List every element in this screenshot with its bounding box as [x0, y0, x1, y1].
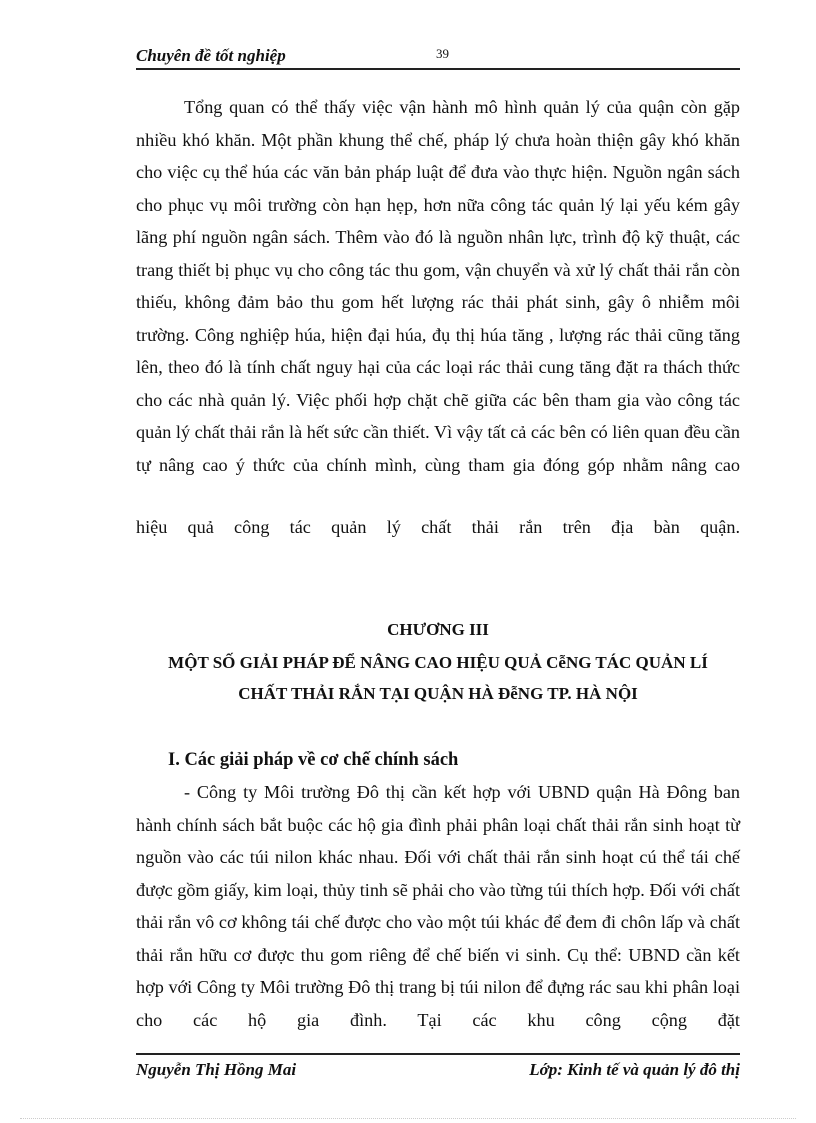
section-paragraph — [136, 776, 740, 1036]
intro-paragraph-text: Tổng quan có thể thấy việc vận hành mô hình quản lý của quận còn gặp nhiều khó khăn. Một phần khung thể chế, pháp lý chưa hoàn thiện gây khó khăn cho việc cụ thể húa các văn bản pháp luật để đưa vào thực hiện. Nguồn ngân sách cho phục vụ môi trường còn hạn hẹp, hơn nữa công tác quản lý lại yếu kém gây lãng phí nguồn ngân sách. Thêm vào đó là nguồn nhân lực, trình độ kỹ thuật, các trang thiết bị phục vụ cho công tác thu gom, vận chuyển và xử lý chất thải rắn còn thiếu, không đảm bảo thu gom hết lượng rác thải phát sinh, gây ô nhiễm môi trường. Công nghiệp húa, hiện đại húa, đụ thị húa tăng , lượng rác thải cũng tăng lên, theo đó là tính chất nguy hại của các loại rác thải cung tăng đặt ra thách thức cho các nhà quản lý. Việc phối hợp chặt chẽ giữa các bên tham gia vào công tác quản lý chất thải rắn là hết sức cần thiết. Vì vậy tất cả các bên có liên quan đều cần tự nâng cao ý thức của chính mình, cùng tham gia đóng góp nhằm nâng cao — [136, 97, 740, 475]
class-label: Lớp: Kinh tế và quản lý đô thị — [529, 1060, 740, 1079]
page-header — [136, 44, 740, 70]
chapter-number: CHƯƠNG III — [387, 620, 489, 639]
document-title: Chuyên đề tốt nghiệp — [136, 46, 286, 65]
intro-paragraph — [136, 91, 740, 481]
chapter-title-line-1: MỘT SỐ GIẢI PHÁP ĐỂ NÂNG CAO HIỆU QUẢ CễNG TÁC QUẢN LÍ — [168, 653, 708, 672]
intro-paragraph-last-line — [136, 511, 740, 544]
page-footer — [136, 1053, 740, 1081]
author-name: Nguyễn Thị Hồng Mai — [136, 1060, 297, 1079]
section-paragraph-text: - Công ty Môi trường Đô thị cần kết hợp với UBND quận Hà Đông ban hành chính sách bắt buộc các hộ gia đình phải phân loại chất thải rắn sinh hoạt từ nguồn vào các túi nilon khác nhau. Đối với chất thải rắn sinh hoạt cú thể tái chế được gồm giấy, kim loại, thủy tinh sẽ phải cho vào từng túi thích hợp. Đối với chất thải rắn vô cơ không tái chế được cho vào một túi khác để đem đi chôn lấp và chất thải rắn hữu cơ được thu gom riêng để chế biến vi sinh. Cụ thể: UBND cần kết hợp với Công ty Môi trường Đô thị trang bị túi nilon để đựng rác sau khi phân loại cho các hộ gia đình. Tại các khu công cộng đặt — [136, 782, 740, 1030]
page-edge-divider — [20, 1118, 796, 1119]
chapter-title-line-2: CHẤT THẢI RẮN TẠI QUẬN HÀ ĐễNG TP. HÀ NỘI — [238, 684, 638, 703]
section-heading: I. Các giải pháp về cơ chế chính sách — [168, 750, 459, 770]
page-number: 39 — [436, 46, 449, 61]
intro-paragraph-last-line-text: hiệu quả công tác quản lý chất thải rắn trên địa bàn quận. — [136, 517, 740, 537]
